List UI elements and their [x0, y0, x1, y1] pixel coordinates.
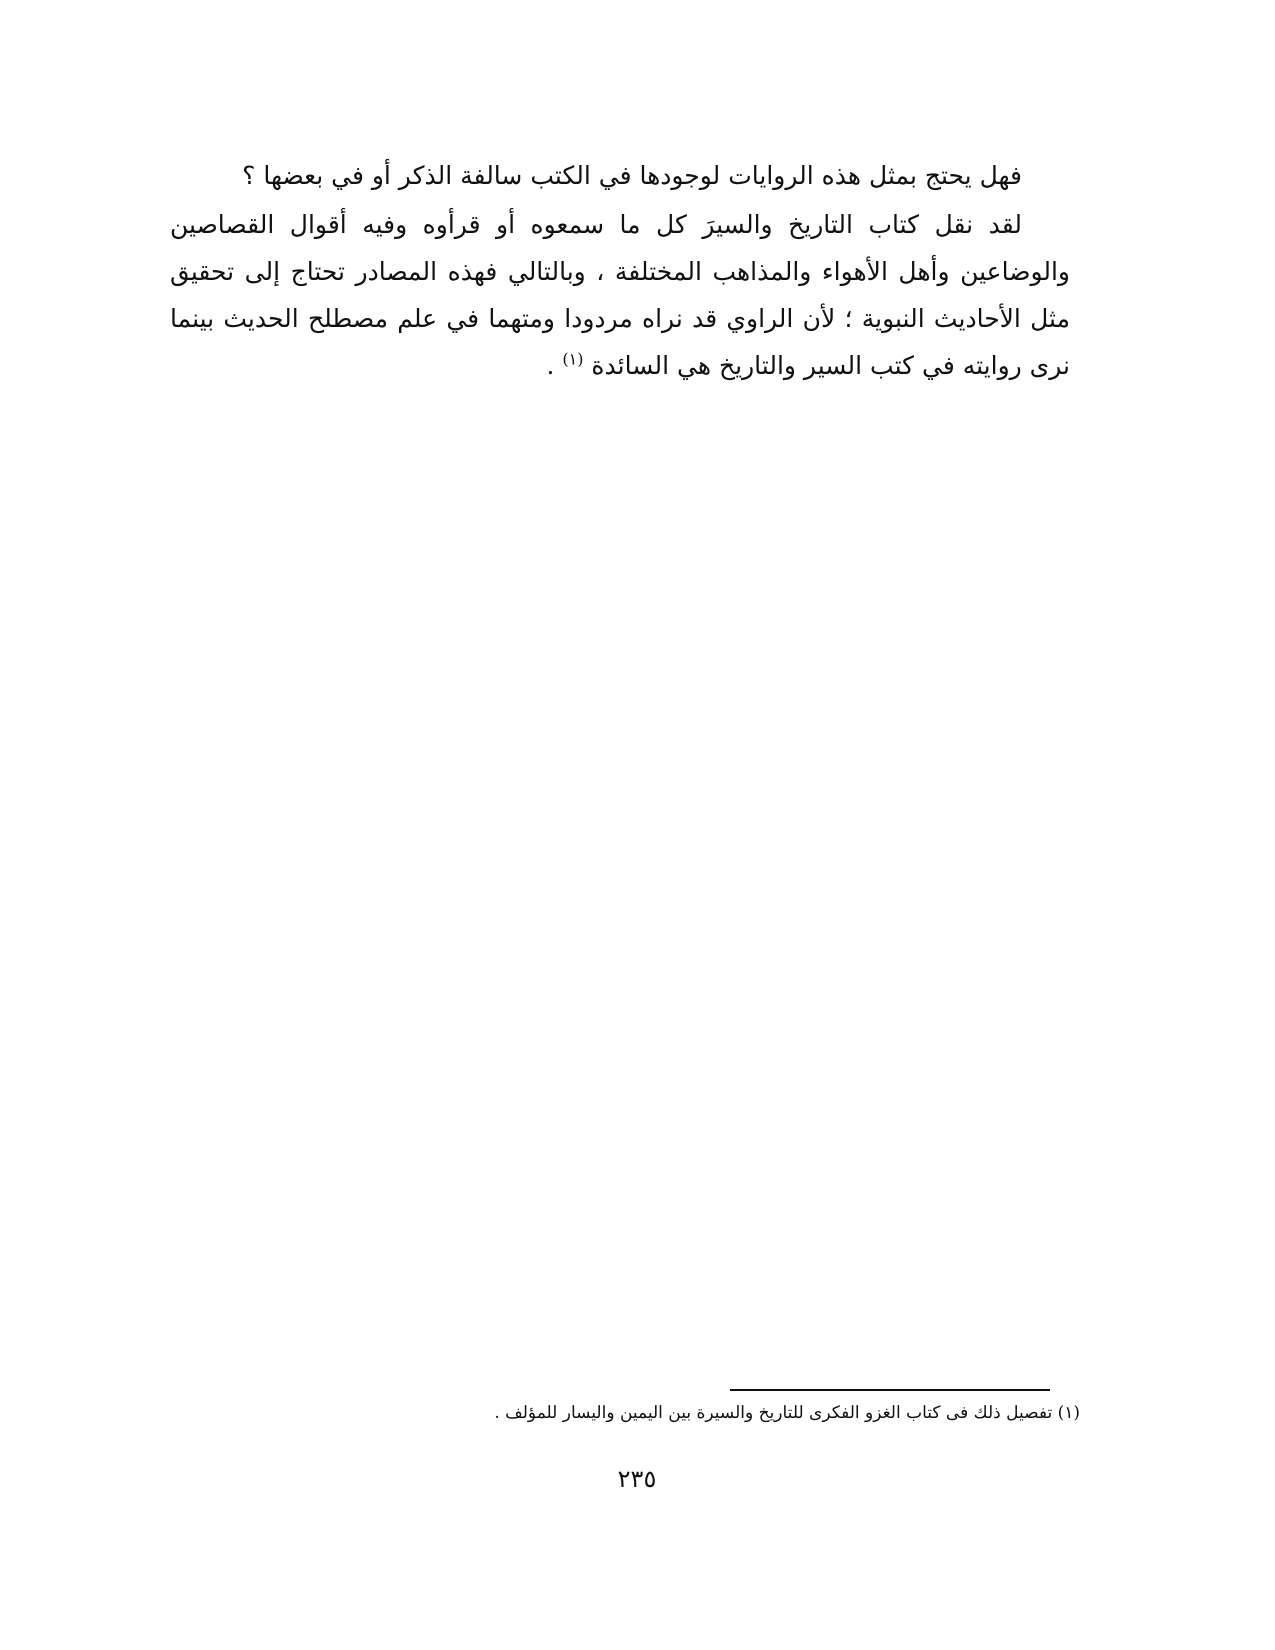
body-text [170, 152, 1070, 389]
question-line [170, 152, 1070, 199]
footnote-divider [730, 1389, 1050, 1391]
footnote-reference: (١) [562, 349, 584, 369]
question-text: فهل يحتج بمثل هذه الروايات لوجودها في الكتب سالفة الذكر أو في بعضها ؟ [242, 161, 1022, 190]
footnote: (١) تفصيل ذلك فى كتاب الغزو الفكرى للتاريخ والسيرة بين اليمين واليسار للمؤلف . [494, 1403, 1080, 1423]
paragraph-text: لقد نقل كتاب التاريخ والسيرَ كل ما سمعوه أو قرأوه وفيه أقوال القصاصين والوضاعين وأهل الأهواء والمذاهب المختلفة ، وبالتالي فهذه المصادر تحتاج إلى تحقيق مثل الأحاديث النبوية ؛ لأن الراوي قد نراه مردودا ومتهما في علم مصطلح الحديث بينما نرى روايته في كتب السير والتاريخ هي السائدة [170, 210, 1070, 380]
paragraph-end: . [546, 351, 563, 380]
page-number: ٢٣٥ [617, 1465, 657, 1493]
main-paragraph [170, 201, 1070, 389]
